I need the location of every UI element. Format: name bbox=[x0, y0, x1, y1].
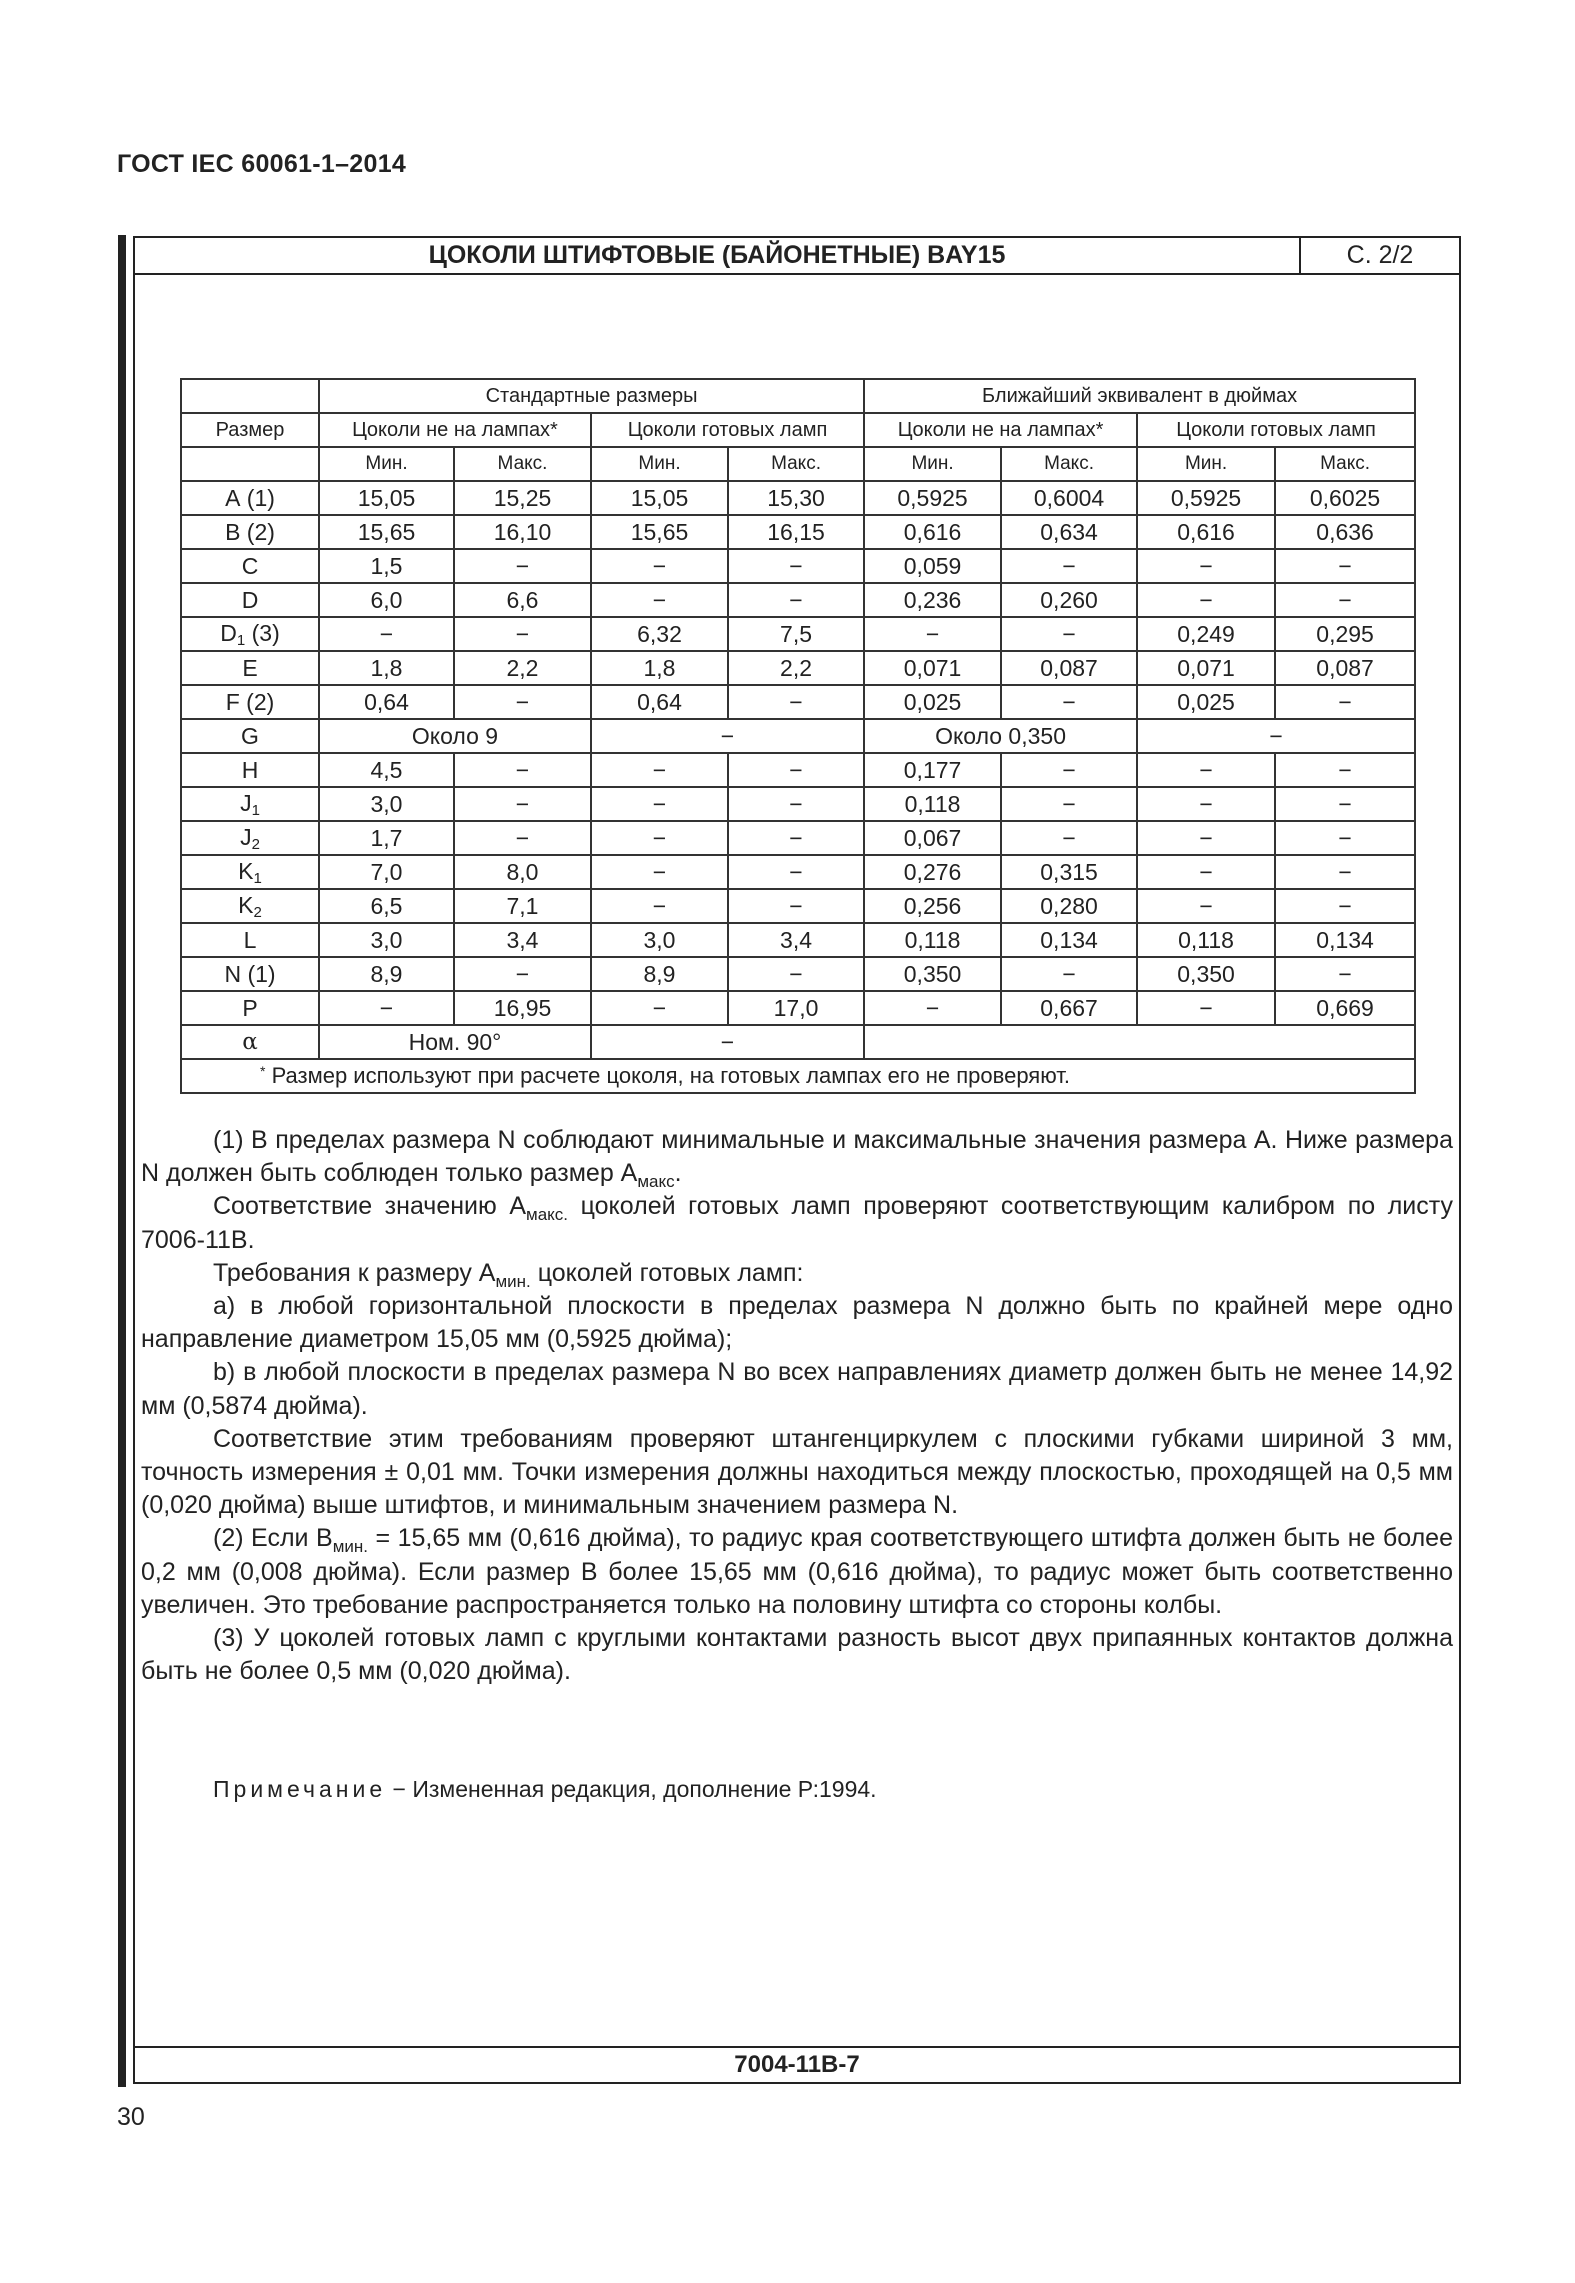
table-cell: − bbox=[1275, 889, 1415, 923]
table-cell: 0,616 bbox=[864, 515, 1001, 549]
table-cell: 0,118 bbox=[1137, 923, 1275, 957]
table-cell: 1,5 bbox=[319, 549, 454, 583]
table-cell: − bbox=[319, 617, 454, 651]
row-label-text: K bbox=[238, 857, 254, 884]
table-cell: 15,30 bbox=[728, 481, 864, 515]
cell: Около 0,350 bbox=[864, 719, 1137, 753]
table-cell: − bbox=[1001, 617, 1137, 651]
table-cell: 0,256 bbox=[864, 889, 1001, 923]
note-paragraph: Соответствие этим требованиям проверяют штангенциркулем с плоскими губками шириной 3 мм, точность измерения ± 0,01 мм. Точки измерения должны находиться между плоскостью, проходящей на 0,5 мм (0,020 дюйма) выше штифтов, и минимальным значением размера N. bbox=[141, 1424, 1453, 1520]
table-cell: − bbox=[1137, 991, 1275, 1025]
header-std-finished: Цоколи готовых ламп bbox=[591, 413, 864, 447]
header-min: Мин. bbox=[864, 447, 1001, 481]
table-cell: 6,32 bbox=[591, 617, 728, 651]
table-cell: 3,0 bbox=[591, 923, 728, 957]
text-span: цоколей готовых ламп: bbox=[530, 1258, 804, 1287]
subscript: макс bbox=[637, 1172, 675, 1192]
header-std-not-on-lamps: Цоколи не на лампах* bbox=[319, 413, 591, 447]
table-cell: 6,0 bbox=[319, 583, 454, 617]
table-cell: 0,280 bbox=[1001, 889, 1137, 923]
table-cell: 0,025 bbox=[864, 685, 1001, 719]
table-cell: 0,025 bbox=[1137, 685, 1275, 719]
cell-empty bbox=[864, 1025, 1415, 1059]
table-cell: − bbox=[728, 549, 864, 583]
row-label-text: D bbox=[241, 586, 259, 613]
table-cell: 16,95 bbox=[454, 991, 591, 1025]
table-row bbox=[181, 685, 1415, 719]
table-cell: 15,05 bbox=[591, 481, 728, 515]
header-inches: Ближайший эквивалент в дюймах bbox=[864, 379, 1415, 413]
row-label-text: N (1) bbox=[224, 960, 276, 987]
footnote-text: Размер используют при расчете цоколя, на готовых лампах его не проверяют. bbox=[271, 1063, 1070, 1088]
table-row bbox=[181, 583, 1415, 617]
row-label bbox=[181, 651, 319, 685]
table-cell: − bbox=[454, 787, 591, 821]
table-cell: 3,0 bbox=[319, 923, 454, 957]
table-cell: 0,315 bbox=[1001, 855, 1137, 889]
table-cell: − bbox=[1001, 957, 1137, 991]
row-label: G bbox=[181, 719, 319, 753]
cell: − bbox=[1137, 719, 1415, 753]
header-standard: Стандартные размеры bbox=[319, 379, 864, 413]
row-label-text: L bbox=[243, 926, 257, 953]
table-cell: − bbox=[591, 855, 728, 889]
header-row-groups bbox=[181, 379, 1415, 413]
table-cell: − bbox=[728, 889, 864, 923]
row-label bbox=[181, 923, 319, 957]
table-cell: 0,059 bbox=[864, 549, 1001, 583]
header-max: Макс. bbox=[1001, 447, 1137, 481]
note-paragraph bbox=[141, 1124, 1453, 1190]
row-label-text: D bbox=[220, 619, 237, 646]
table-cell: − bbox=[1001, 787, 1137, 821]
header-max: Макс. bbox=[728, 447, 864, 481]
table-cell: 0,087 bbox=[1275, 651, 1415, 685]
row-label-text: P bbox=[242, 994, 258, 1021]
row-label-text: K bbox=[238, 891, 254, 918]
row-label bbox=[181, 685, 319, 719]
table-cell: − bbox=[728, 855, 864, 889]
table-cell: 1,7 bbox=[319, 821, 454, 855]
text-span: (2) Если В bbox=[213, 1524, 333, 1553]
table-cell: 17,0 bbox=[728, 991, 864, 1025]
row-label-text: F (2) bbox=[225, 688, 275, 715]
table-cell: 8,9 bbox=[591, 957, 728, 991]
table-cell: 0,071 bbox=[864, 651, 1001, 685]
table-body bbox=[181, 379, 1415, 1093]
row-label-text: В (2) bbox=[225, 518, 275, 545]
table-cell: − bbox=[864, 617, 1001, 651]
page-number: 30 bbox=[117, 2103, 145, 2131]
table-cell: − bbox=[1001, 549, 1137, 583]
header-inch-finished: Цоколи готовых ламп bbox=[1137, 413, 1415, 447]
table-cell: − bbox=[454, 617, 591, 651]
row-label bbox=[181, 821, 319, 855]
table-cell: 7,1 bbox=[454, 889, 591, 923]
table-cell: 0,276 bbox=[864, 855, 1001, 889]
table-cell: − bbox=[454, 957, 591, 991]
table-cell: 0,260 bbox=[1001, 583, 1137, 617]
table-cell: − bbox=[454, 549, 591, 583]
table-cell: 6,5 bbox=[319, 889, 454, 923]
note-paragraph bbox=[141, 1522, 1453, 1622]
table-row bbox=[181, 787, 1415, 821]
table-row bbox=[181, 855, 1415, 889]
row-label bbox=[181, 855, 319, 889]
table-cell: 8,9 bbox=[319, 957, 454, 991]
row-label-text: С bbox=[241, 552, 259, 579]
table-cell: − bbox=[728, 753, 864, 787]
row-label bbox=[181, 957, 319, 991]
table-cell: 1,8 bbox=[319, 651, 454, 685]
table-cell: − bbox=[591, 583, 728, 617]
table-row-g bbox=[181, 719, 1415, 753]
table-row bbox=[181, 991, 1415, 1025]
table-cell: 15,05 bbox=[319, 481, 454, 515]
table-cell: − bbox=[319, 991, 454, 1025]
note-paragraph bbox=[141, 1190, 1453, 1256]
table-cell: − bbox=[1275, 583, 1415, 617]
table-cell: − bbox=[1001, 821, 1137, 855]
table-cell: 0,64 bbox=[591, 685, 728, 719]
table-cell: − bbox=[1275, 787, 1415, 821]
table-cell: 0,636 bbox=[1275, 515, 1415, 549]
table-cell: 7,0 bbox=[319, 855, 454, 889]
table-cell: 15,25 bbox=[454, 481, 591, 515]
table-cell: 0,6025 bbox=[1275, 481, 1415, 515]
header-row-minmax bbox=[181, 447, 1415, 481]
table-cell: 0,350 bbox=[864, 957, 1001, 991]
note-paragraph bbox=[141, 1257, 1453, 1290]
row-label-subscript: 1 bbox=[236, 631, 246, 649]
row-label-text: H bbox=[241, 756, 259, 783]
subscript: мин. bbox=[495, 1271, 531, 1291]
remark-word: Примечание bbox=[213, 1776, 387, 1802]
footnote-row bbox=[181, 1059, 1415, 1093]
table-cell: − bbox=[1137, 753, 1275, 787]
sheet-page: С. 2/2 bbox=[1346, 241, 1414, 269]
table-cell: 15,65 bbox=[591, 515, 728, 549]
table-cell: − bbox=[728, 787, 864, 821]
text-span: цоколей готовых ламп проверяют соответствующим калибром по листу 7006-11В. bbox=[141, 1192, 1453, 1254]
table-cell: 0,64 bbox=[319, 685, 454, 719]
table-row bbox=[181, 957, 1415, 991]
table-cell: − bbox=[1001, 685, 1137, 719]
change-marker-bar bbox=[118, 235, 126, 2087]
table-cell: 0,067 bbox=[864, 821, 1001, 855]
table-cell: 0,350 bbox=[1137, 957, 1275, 991]
footnote bbox=[181, 1059, 1415, 1093]
table-cell: 8,0 bbox=[454, 855, 591, 889]
table-cell: − bbox=[1275, 753, 1415, 787]
table-cell: 3,0 bbox=[319, 787, 454, 821]
row-label bbox=[181, 787, 319, 821]
table-cell: − bbox=[728, 957, 864, 991]
header-min: Мин. bbox=[591, 447, 728, 481]
row-label bbox=[181, 481, 319, 515]
table-cell: − bbox=[728, 821, 864, 855]
table-row bbox=[181, 515, 1415, 549]
row-label-subscript: 1 bbox=[251, 801, 260, 819]
row-label bbox=[181, 617, 319, 651]
table-cell: − bbox=[1137, 821, 1275, 855]
row-label: α bbox=[181, 1025, 319, 1059]
table-cell: 0,236 bbox=[864, 583, 1001, 617]
table-row-alpha bbox=[181, 1025, 1415, 1059]
table-cell: − bbox=[1137, 889, 1275, 923]
note-paragraph: (3) У цоколей готовых ламп с круглыми контактами разность высот двух припаянных контактов должна быть не более 0,5 мм (0,020 дюйма). bbox=[141, 1624, 1453, 1686]
table-cell: − bbox=[454, 753, 591, 787]
table-cell: − bbox=[1137, 549, 1275, 583]
cell: − bbox=[591, 719, 864, 753]
text-span: . bbox=[674, 1159, 682, 1188]
row-label bbox=[181, 753, 319, 787]
cell: Ном. 90° bbox=[319, 1025, 591, 1059]
table-cell: 16,15 bbox=[728, 515, 864, 549]
text-span: (1) В пределах размера N соблюдают минимальные и максимальные значения размера А. Ниже размера N должен быть соблюден только размер А bbox=[141, 1126, 1453, 1188]
footnote-mark: * bbox=[260, 1063, 266, 1079]
header-min: Мин. bbox=[319, 447, 454, 481]
table-cell: − bbox=[591, 821, 728, 855]
table-row bbox=[181, 549, 1415, 583]
table-cell: 0,249 bbox=[1137, 617, 1275, 651]
subscript: макс. bbox=[526, 1205, 569, 1225]
header-max: Макс. bbox=[1275, 447, 1415, 481]
table-cell: 0,6004 bbox=[1001, 481, 1137, 515]
table-cell: − bbox=[591, 549, 728, 583]
table-cell: 16,10 bbox=[454, 515, 591, 549]
row-label-text: J bbox=[240, 823, 252, 850]
table-cell: − bbox=[1137, 855, 1275, 889]
table-cell: 0,134 bbox=[1001, 923, 1137, 957]
table-cell: 0,087 bbox=[1001, 651, 1137, 685]
header-row-subgroups bbox=[181, 413, 1415, 447]
table-cell: − bbox=[1275, 685, 1415, 719]
text-span: Соответствие значению А bbox=[213, 1192, 527, 1221]
table-cell: 2,2 bbox=[728, 651, 864, 685]
table-cell: 4,5 bbox=[319, 753, 454, 787]
notes-text bbox=[141, 1124, 1453, 1688]
table-cell: 0,5925 bbox=[864, 481, 1001, 515]
table-cell: − bbox=[1275, 549, 1415, 583]
row-label bbox=[181, 515, 319, 549]
row-label-subscript: 1 bbox=[253, 869, 262, 887]
table-cell: 0,118 bbox=[864, 923, 1001, 957]
row-label bbox=[181, 583, 319, 617]
row-label-subscript: 2 bbox=[253, 903, 262, 921]
table-cell: − bbox=[1137, 583, 1275, 617]
table-row bbox=[181, 889, 1415, 923]
table-cell: − bbox=[1137, 787, 1275, 821]
table-cell: − bbox=[454, 821, 591, 855]
dimensions-table bbox=[180, 378, 1416, 1094]
table-cell: − bbox=[728, 685, 864, 719]
row-label-subscript: 2 bbox=[251, 835, 260, 853]
table-row bbox=[181, 617, 1415, 651]
note-paragraph: b) в любой плоскости в пределах размера N во всех направлениях диаметр должен быть не менее 14,92 мм (0,5874 дюйма). bbox=[141, 1358, 1453, 1420]
table-cell: − bbox=[1275, 821, 1415, 855]
text-span: = 15,65 мм (0,616 дюйма), то радиус края соответствующего штифта должен быть не более 0,2 мм (0,008 дюйма). Если размер В более 15,65 мм (0,616 дюйма), то радиус может быть соответственно увеличен. Это требование распространяется только на половину штифта со стороны колбы. bbox=[141, 1524, 1453, 1619]
row-label-text: А (1) bbox=[225, 484, 275, 511]
sheet-title: ЦОКОЛИ ШТИФТОВЫЕ (БАЙОНЕТНЫЕ) BAY15 bbox=[135, 238, 1301, 273]
sheet-title-row bbox=[135, 238, 1459, 275]
table-cell: 0,5925 bbox=[1137, 481, 1275, 515]
table-cell: − bbox=[864, 991, 1001, 1025]
table-cell: 2,2 bbox=[454, 651, 591, 685]
table-cell: − bbox=[591, 991, 728, 1025]
table-cell: 0,667 bbox=[1001, 991, 1137, 1025]
table-row bbox=[181, 753, 1415, 787]
header-inch-not-on-lamps: Цоколи не на лампах* bbox=[864, 413, 1137, 447]
table-cell: − bbox=[1001, 753, 1137, 787]
table-row bbox=[181, 923, 1415, 957]
table-cell: 7,5 bbox=[728, 617, 864, 651]
sheet-code: 7004-11В-7 bbox=[135, 2046, 1459, 2082]
header-min: Мин. bbox=[1137, 447, 1275, 481]
row-label bbox=[181, 991, 319, 1025]
table-cell: 0,616 bbox=[1137, 515, 1275, 549]
table-cell: − bbox=[1275, 855, 1415, 889]
table-cell: 0,134 bbox=[1275, 923, 1415, 957]
cell: Около 9 bbox=[319, 719, 591, 753]
cell-empty bbox=[181, 379, 319, 413]
table-cell: 0,118 bbox=[864, 787, 1001, 821]
table-cell: − bbox=[454, 685, 591, 719]
table-cell: 15,65 bbox=[319, 515, 454, 549]
table-row bbox=[181, 821, 1415, 855]
table-cell: 0,634 bbox=[1001, 515, 1137, 549]
text-span: Требования к размеру А bbox=[213, 1258, 496, 1287]
row-label-text: J bbox=[240, 789, 252, 816]
table-cell: − bbox=[1275, 957, 1415, 991]
subscript: мин. bbox=[332, 1537, 368, 1557]
table-cell: − bbox=[591, 889, 728, 923]
note-paragraph: a) в любой горизонтальной плоскости в пределах размера N должно быть по крайней мере одно направление диаметром 15,05 мм (0,5925 дюйма); bbox=[141, 1292, 1453, 1354]
table-cell: 1,8 bbox=[591, 651, 728, 685]
header-max: Макс. bbox=[454, 447, 591, 481]
table-cell: 0,177 bbox=[864, 753, 1001, 787]
table-cell: 0,295 bbox=[1275, 617, 1415, 651]
table-row bbox=[181, 481, 1415, 515]
header-size: Размер bbox=[181, 413, 319, 447]
row-label bbox=[181, 549, 319, 583]
row-label-text: Е bbox=[242, 654, 258, 681]
table-cell: − bbox=[728, 583, 864, 617]
row-label bbox=[181, 889, 319, 923]
table-cell: − bbox=[591, 787, 728, 821]
document-header: ГОСТ IEC 60061-1–2014 bbox=[117, 150, 407, 178]
table-cell: − bbox=[591, 753, 728, 787]
remark-text: − Измененная редакция, дополнение Р:1994. bbox=[386, 1776, 877, 1802]
remark bbox=[213, 1776, 877, 1803]
table-cell: 6,6 bbox=[454, 583, 591, 617]
table-cell: 0,669 bbox=[1275, 991, 1415, 1025]
cell: − bbox=[591, 1025, 864, 1059]
table-cell: 3,4 bbox=[454, 923, 591, 957]
table-row bbox=[181, 651, 1415, 685]
table-cell: 0,071 bbox=[1137, 651, 1275, 685]
table-cell: 3,4 bbox=[728, 923, 864, 957]
cell-empty bbox=[181, 447, 319, 481]
row-label-suffix: (3) bbox=[245, 619, 280, 646]
